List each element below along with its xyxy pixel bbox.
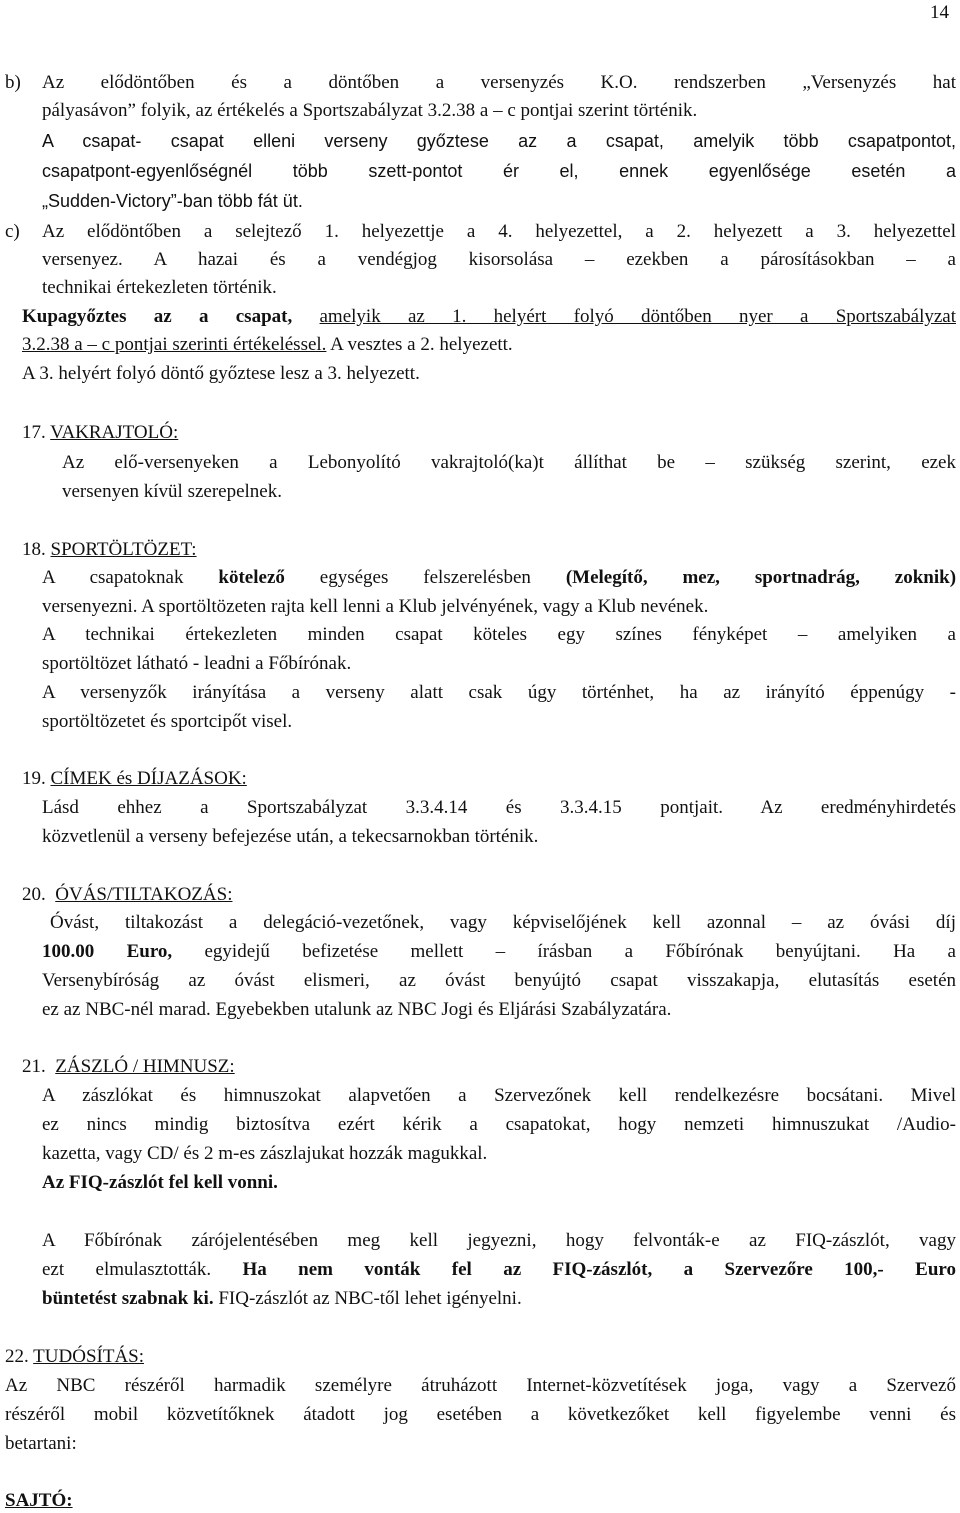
item-c-line-5 bbox=[22, 334, 513, 356]
section-21-line-6 bbox=[42, 1259, 956, 1281]
section-21-title: ZÁSZLÓ / HIMNUSZ: bbox=[55, 1056, 235, 1077]
s18-outfit-list: (Melegítő, mez, sportnadrág, zoknik) bbox=[565, 567, 957, 588]
protest-fee: 100.00 Euro, bbox=[42, 941, 173, 962]
section-20-heading bbox=[22, 884, 232, 906]
item-c-line-2: versenyez. A hazai és a vendégjog kisorsolása – ezekben a párosításokban – a bbox=[42, 249, 956, 270]
section-19-title: CÍMEK és DÍJAZÁSOK: bbox=[50, 768, 247, 789]
section-22-number: 22. bbox=[5, 1346, 29, 1367]
section-21-line-7 bbox=[42, 1288, 522, 1310]
section-18-line-5: A versenyzők irányítása a verseny alatt csak úgy történhet, ha az irányító éppenúgy - bbox=[42, 682, 956, 703]
item-b-line-3: A csapat- csapat elleni verseny győztese az a csapat, amelyik több csapatpontot, bbox=[42, 131, 956, 151]
press-heading: SAJTÓ: bbox=[5, 1490, 73, 1511]
section-18-heading bbox=[22, 539, 197, 561]
item-c-line-4 bbox=[22, 306, 956, 328]
item-c-line-6: A 3. helyért folyó döntő győztese lesz a 3. helyezett. bbox=[22, 363, 420, 384]
s21-omitted-text: ezt elmulasztották. bbox=[42, 1259, 243, 1280]
page-number: 14 bbox=[930, 2, 949, 23]
section-17-line-2: versenyen kívül szerepelnek. bbox=[62, 481, 282, 502]
s18-text-c: egységes felszerelésben bbox=[284, 567, 566, 588]
section-17-line-1: Az elő-versenyeken a Lebonyolító vakrajtoló(ka)t állíthat be – szükség szerint, ezek bbox=[62, 452, 956, 473]
item-b-line-1: Az elődöntőben és a döntőben a versenyzés K.O. rendszerben „Versenyzés hat bbox=[42, 72, 956, 93]
section-22-line-3: betartani: bbox=[5, 1433, 77, 1454]
section-17-number: 17. bbox=[22, 422, 46, 443]
item-c-line-1: Az elődöntőben a selejtező 1. helyezettje a 4. helyezettel, a 2. helyezett a 3. helyezettel bbox=[42, 221, 956, 242]
section-20-line-3: Versenybíróság az óvást elismeri, az óvást benyújtó csapat visszakapja, elutasítás esetén bbox=[42, 970, 956, 991]
section-22-title: TUDÓSÍTÁS: bbox=[33, 1346, 145, 1367]
item-b-marker: b) bbox=[5, 72, 21, 93]
s18-text-a: A csapatoknak bbox=[42, 567, 219, 588]
section-17-heading bbox=[22, 422, 178, 444]
s21-flag-request: FIQ-zászlót az NBC-től lehet igényelni. bbox=[213, 1288, 522, 1309]
cup-winner-underline: amelyik az 1. helyért folyó döntőben nyer a Sportszabályzat bbox=[319, 306, 957, 327]
item-c-marker: c) bbox=[5, 221, 20, 242]
section-21-heading bbox=[22, 1056, 235, 1078]
section-21-line-4: Az FIQ-zászlót fel kell vonni. bbox=[42, 1172, 278, 1193]
section-20-line-1: Óvást, tiltakozást a delegáció-vezetőnek, vagy képviselőjének kell azonnal – az óvási díj bbox=[50, 912, 956, 933]
section-18-line-1 bbox=[42, 567, 956, 589]
s21-penalty-end: büntetést szabnak ki. bbox=[42, 1288, 214, 1309]
section-18-line-2: versenyezni. A sportöltözeten rajta kell lenni a Klub jelvényének, vagy a Klub nevének. bbox=[42, 596, 709, 617]
section-19-number: 19. bbox=[22, 768, 46, 789]
section-21-line-5: A Főbírónak zárójelentésében meg kell jegyezni, hogy felvonták-e az FIQ-zászlót, vagy bbox=[42, 1230, 956, 1251]
section-20-title: ÓVÁS/TILTAKOZÁS: bbox=[55, 884, 233, 905]
section-20-line-2 bbox=[42, 941, 956, 963]
protest-fee-text: egyidejű befizetése mellett – írásban a Főbírónak benyújtani. Ha a bbox=[172, 941, 956, 962]
section-21-number: 21. bbox=[22, 1056, 46, 1077]
section-18-title: SPORTÖLTÖZET: bbox=[50, 539, 197, 560]
section-19-heading bbox=[22, 768, 247, 790]
section-18-line-6: sportöltözetet és sportcipőt visel. bbox=[42, 711, 293, 732]
section-19-line-2: közvetlenül a verseny befejezése után, a tekecsarnokban történik. bbox=[42, 826, 539, 847]
section-17-title: VAKRAJTOLÓ: bbox=[50, 422, 179, 443]
item-b-line-2: pályasávon” folyik, az értékelés a Sportszabályzat 3.2.38 a – c pontjai szerint történik. bbox=[42, 100, 698, 121]
section-21-line-2: ez nincs mindig biztosítva ezért kérik a csapatokat, hogy nemzeti himnuszukat /Audio- bbox=[42, 1114, 956, 1135]
item-b-line-5: „Sudden-Victory”-ban több fát üt. bbox=[42, 191, 303, 211]
s21-penalty-bold: Ha nem vonták fel az FIQ-zászlót, a Szervezőre 100,- Euro bbox=[242, 1259, 956, 1280]
section-21-line-3: kazetta, vagy CD/ és 2 m-es zászlajukat hozzák magukkal. bbox=[42, 1143, 488, 1164]
section-18-line-3: A technikai értekezleten minden csapat köteles egy színes fényképet – amelyiken a bbox=[42, 624, 956, 645]
item-b-line-4: csapatpont-egyenlőségnél több szett-pontot ér el, ennek egyenlősége esetén a bbox=[42, 161, 956, 181]
section-22-heading bbox=[5, 1346, 144, 1368]
section-20-number: 20. bbox=[22, 884, 46, 905]
evaluation-underline: 3.2.38 a – c pontjai szerinti értékeléssel. bbox=[22, 334, 327, 355]
section-20-line-4: ez az NBC-nél marad. Egyebekben utalunk az NBC Jogi és Eljárási Szabályzatára. bbox=[42, 999, 672, 1020]
section-19-line-1: Lásd ehhez a Sportszabályzat 3.3.4.14 és 3.3.4.15 pontjait. Az eredményhirdetés bbox=[42, 797, 956, 818]
s18-mandatory: kötelező bbox=[218, 567, 285, 588]
section-22-line-1: Az NBC részéről harmadik személyre átruházott Internet-közvetítések joga, vagy a Szervező bbox=[5, 1375, 956, 1396]
section-18-line-4: sportöltözet látható - leadni a Főbírónak. bbox=[42, 653, 352, 674]
section-21-line-1: A zászlókat és himnuszokat alapvetően a Szervezőnek kell rendelkezésre bocsátani. Mivel bbox=[42, 1085, 956, 1106]
loser-text: A vesztes a 2. helyezett. bbox=[326, 334, 513, 355]
section-18-number: 18. bbox=[22, 539, 46, 560]
cup-winner-bold: Kupagyőztes az a csapat, bbox=[22, 306, 293, 327]
item-c-line-3: technikai értekezleten történik. bbox=[42, 277, 277, 298]
section-22-line-2: részéről mobil közvetítőknek átadott jog esetében a következőket kell figyelembe venni és bbox=[5, 1404, 956, 1425]
